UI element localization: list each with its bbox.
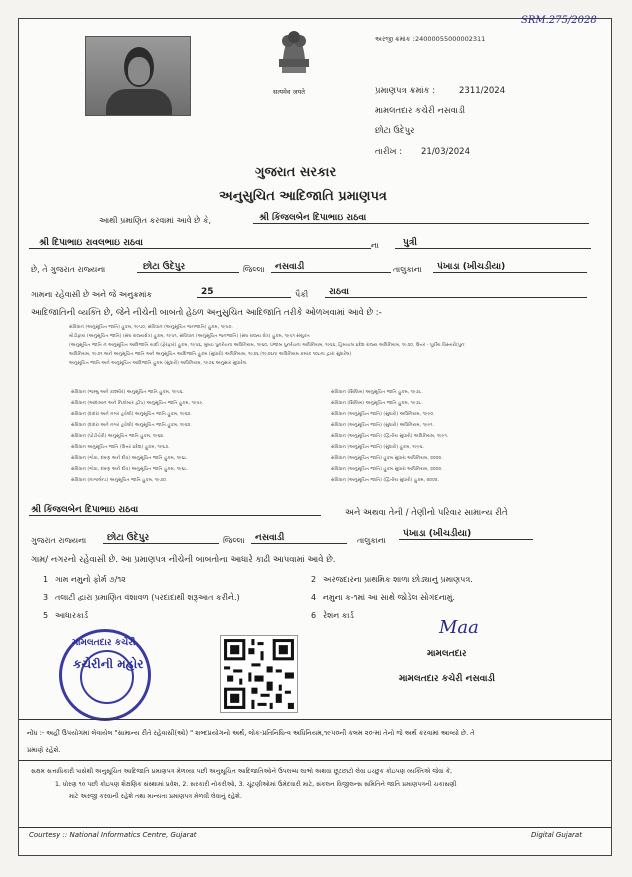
qr-code-icon — [220, 635, 298, 713]
footer-brand: Digital Gujarat — [531, 831, 582, 839]
recognition-text: આદિજાતિની વ્યક્તિ છે, જેને નીચેની બાબતો હેઠળ અનુસુચિત આદિજાતિ તરીકે ઓળખવામાં આવે છે :- — [31, 308, 382, 318]
father-name: શ્રી દિપાભાઇ રાવલભાઇ રાઠવા — [29, 238, 371, 249]
village-value-2: પંખાડા (ખીચડીયા) — [399, 529, 533, 540]
certificate-page — [18, 15, 612, 856]
order-item: સંવિધાન (અનુસૂચિત જાતિ) (દ્વિતીય સુધારો) અધિનિયમ, ૧૯૯૧. — [331, 434, 449, 439]
applicant-name-repeat: શ્રી કિંજલબેન દિપાભાઇ રાઠવા — [29, 505, 321, 516]
order-item: સંવિધાન (અનુસૂચિત જાતિ) (દ્વિતીય સુધારો) હુકમ, ૨૦૦૨. — [331, 478, 439, 483]
state-prefix: છે, તે ગુજરાત રાજ્યના — [31, 265, 106, 274]
government-title: ગુજરાત સરકાર — [255, 165, 337, 180]
resident-text: ગામના રહેવાસી છે અને જે અનુક્રમાંક — [31, 290, 153, 299]
order-item: સંવિધાન (અનુસૂચિત જાતિ) હુકમ સુધારા અધિનિયમ, ૨૦૦૨. — [331, 467, 443, 472]
taluka-value: નસવાડી — [271, 262, 391, 273]
doc-item: ગામ નમુનો ફોર્મ ૭/૧૨ — [55, 575, 126, 584]
order-item: સંવિધાન (આંદામાન અને નિકોબાર દ્વીપ) અનુસૂચિત જાતિ હુકમ, ૧૯૫૯. — [71, 401, 204, 406]
order-item: સંવિધાન (અનુસૂચિત જાતિ) હુકમ સુધારા અધિનિયમ, ૨૦૦૨. — [331, 456, 443, 461]
order-item: સંવિધાન (અનુસૂચિત જાતિ) (સુધારો) અધિનિયમ, ૧૯૯૦. — [331, 412, 435, 417]
doc-item: રેશન કાર્ડ — [323, 611, 354, 620]
application-number-label: અરજી ક્રમાંક : — [375, 35, 415, 43]
issue-date: 21/03/2024 — [421, 147, 470, 157]
pairi-label: પૈકી — [295, 290, 309, 299]
certificate-number-label: પ્રમાણપત્ર ક્રમાંક : — [375, 86, 436, 96]
date-label: તારીખ : — [375, 147, 403, 157]
doc-number: 3 — [43, 593, 49, 602]
note-text: નોંધ :- અહીં ઉપયોગમાં લેવાયેલ "સામાન્ય રીતે રહેવાસી(ઓ) " શબ્દપ્રયોગનો અર્થ, લોક-પ્રતિનિધિત્વ અધિનિયમ,૧૯૫૦ની કલમ ૨૦-માં તેનો જે અર્થ કરવામાં આવ્યો છે. તે — [27, 729, 475, 737]
handwritten-reference: SRM.275/2028 — [521, 15, 597, 26]
note-text: 1. ધોરણ ૧૦ પછી કોઇપણ શૈક્ષણિક સંસ્થામાં પ્રવેશ, 2. સરકારી નોકરીઓ, 3. ચૂંટણીઓમાં ઉમેદવારી માટે, સંકલન વિજીલન્સ સમિતિને જાતિ પ્રમાણપત્રની ચકાસણી — [55, 781, 457, 788]
intro-text: આથી પ્રમાણિત કરવામાં આવે છે કે, — [99, 216, 212, 225]
order-line: મોડીફાય (અનુસૂચિત જાતિ) (સંઘ રાજ્યક્ષેત્ર) હુકમ, ૧૯૫૧, સંવિધાન (અનુસૂચિત જનજાતિ) (સંઘ રાજ્ય ક્ષેત્ર) હુકમ, ૧૯૫૧ સંયુક્ત — [69, 334, 310, 339]
order-line: અનુસૂચિત જાતિ અને અનુસૂચિત આદિજાતિ હુકમ (સુધારો) અધિનિયમ, ૧૯૭૬ અનુસાર સુધારેલ. — [69, 361, 248, 366]
taluka-label: તાલુકાના — [393, 265, 422, 274]
footer-courtesy: Courtesy :: National Informatics Centre, Gujarat — [29, 831, 197, 839]
order-line: સંવિધાન (અનુસૂચિત જાતિ) હુકમ, ૧૯૫૦, સંવિધાન (અનુસૂચિત જનજાતિ) હુકમ, ૧૯૫૦. — [69, 325, 233, 330]
seal-top-text: મામલતદાર કચેરી — [72, 638, 136, 648]
order-item: સંવિધાન (અનુસૂચિત જાતિ) (સુધારો) અધિનિયમ, ૧૯૯૧. — [331, 423, 435, 428]
order-item: સંવિધાન અનુસૂચિત જાતિ (ઉત્તર પ્રદેશ) હુકમ, ૧૯૬૭. — [71, 445, 170, 450]
applicant-name: શ્રી કિંજલબેન દિપાભાઇ રાઠવા — [253, 213, 589, 224]
emblem-motto: सत्यमेव जयते — [273, 88, 305, 96]
order-item: સંવિધાન (ગોવા, દમણ અને દીવ) અનુસૂચિત જાતિ હુકમ, ૧૯૬૮. — [71, 456, 189, 461]
basis-text: ગામ/ નગરનો રહેવાસી છે. આ પ્રમાણપત્ર નીચેની બાબતોના આધારે કાઢી આપવામાં આવે છે. — [31, 555, 336, 565]
anukram-value: 25 — [197, 287, 291, 298]
taluka-label-2: તાલુકાના — [357, 536, 386, 545]
order-item: સંવિધાન (નાગાલેન્ડ) અનુસૂચિત જાતિ હુકમ, ૧૯૭૦. — [71, 478, 168, 483]
family-text: અને અથવા તેની / તેણીનો પરિવાર સામાન્ય રીતે — [345, 508, 508, 518]
village-value: પંખાડા (ખીચડીયા) — [433, 262, 587, 273]
order-item: સંવિધાન (સિક્કિમ) અનુસૂચિત જાતિ હુકમ, ૧૯૭૮. — [331, 390, 423, 395]
doc-number: 5 — [43, 611, 49, 620]
note-text: સક્ષમ સત્તાધિકારી પાસેથી અનુસૂચિત આદિજાતિ પ્રમાણપત્ર મેળવ્યા પછી અનુસૂચિત આદિજાતિઓને ઉપલબ્ધ લાભો અથવા છૂટછાટો લેવા ઇચ્છુક કોઇપણ વ્યક્તિએ જેવા કે, — [31, 768, 452, 775]
order-item: સંવિધાન (ગોવા, દમણ અને દીવ) અનુસૂચિત જાતિ હુકમ, ૧૯૬૮. — [71, 467, 189, 472]
district-label-2: જિલ્લા — [223, 536, 245, 545]
doc-number: 4 — [311, 593, 317, 602]
taluka-value-2: નસવાડી — [251, 533, 347, 544]
state-prefix-2: ગુજરાત રાજ્યના — [31, 536, 87, 545]
na-label: ના — [371, 241, 379, 250]
application-number: 24000055000002311 — [415, 35, 486, 43]
office-district: છોટા ઉદેપુર — [375, 126, 415, 136]
divider — [19, 827, 611, 828]
tribe-value: રાઠવા — [325, 287, 587, 298]
signature: Maa — [439, 617, 479, 638]
order-item: સંવિધાન (જમ્મુ અને કાશ્મીર) અનુસૂચિત જાતિ હુકમ, ૧૯૫૬. — [71, 390, 184, 395]
state-emblem-icon — [271, 25, 317, 85]
order-item: સંવિધાન (સિક્કિમ) અનુસૂચિત જાતિ હુકમ, ૧૯૭૮. — [331, 401, 423, 406]
seal-main-text: કચેરીની મહોર — [73, 657, 144, 671]
district-label: જિલ્લા — [243, 265, 265, 274]
certificate-number: 2311/2024 — [459, 86, 506, 96]
order-item: સંવિધાન (દાદરા અને નગર હવેલી) અનુસૂચિત જાતિ હુકમ, ૧૯૬૨. — [71, 412, 192, 417]
doc-item: આધારકાર્ડ — [55, 611, 89, 620]
divider — [19, 719, 611, 720]
doc-number: 1 — [43, 575, 49, 584]
doc-item: તલાટી દ્વારા પ્રમાણિત વંશાવળ (પરદાદાથી શરૂઆત કરીને.) — [55, 593, 240, 602]
district-value: છોટા ઉદેપુર — [137, 262, 239, 273]
order-item: સંવિધાન (પોંડીચેરી) અનુસૂચિત જાતિ હુકમ, ૧૯૬૪. — [71, 434, 165, 439]
certificate-title: અનુસુચિત આદિજાતિ પ્રમાણપત્ર — [219, 189, 387, 204]
office-seal — [59, 629, 151, 721]
order-line: અધિનિયમ, ૧૯૭૧ અને અનુસૂચિત જાતિ અને અનુસૂચિત આદિજાતિ હુકમ (સુધારો) અધિનિયમ, ૧૯૭૬ (૧૯૭૬ના અધિનિયમ ક્રમાંક ૧૦૮ના દ્વારા સુધારેલ) — [69, 352, 352, 357]
doc-number: 6 — [311, 611, 317, 620]
order-line: (અનુસૂચિત જાતિ ન અનુસૂચિત આદિજાતિ યાદી (ફેરફાર) હુકમ, ૧૯૫૬, મુંબઇ પુનર્રચના અધિનિયમ, ૧૯૬૦, પંજાબ પુનર્રચના અધિનિયમ, ૧૯૬૬, હિમાચલ પ્રદેશ રાજ્ય અધિનિયમ, ૧૯૭૦, ઉત્તર - પૂર્વીય વિસ્તારો(પુનઃ — [69, 343, 466, 348]
relation: પુત્રી — [395, 238, 591, 249]
applicant-photo — [85, 36, 191, 116]
signatory-office: મામલતદાર કચેરી નસવાડી — [399, 674, 495, 684]
doc-item: નમુના ક-૧માં આ સાથે જોડેલ સોગંદનામું. — [323, 593, 455, 602]
signatory-title: મામલતદાર — [427, 649, 467, 659]
note-text: માટે અરજી કરવાની રહેશે તથા માન્યતા પ્રમાણપત્ર મેળવી લેવાનું રહેશે. — [69, 793, 242, 800]
district-value-2: છોટા ઉદેપુર — [103, 533, 219, 544]
note-text: પ્રમાણે રહેશે. — [27, 746, 61, 754]
order-item: સંવિધાન (દાદરા અને નગર હવેલી) અનુસૂચિત જાતિ હુકમ, ૧૯૬૨. — [71, 423, 192, 428]
doc-number: 2 — [311, 575, 317, 584]
divider — [19, 760, 611, 761]
doc-item: અરજદારના પ્રાથમિક શાળા છોડ્યાનું પ્રમાણપત્ર. — [323, 575, 473, 584]
order-item: સંવિધાન (અનુસૂચિત જાતિ) (સુધારો) હુકમ, ૧૯૯૬. — [331, 445, 424, 450]
office-name: મામલતદાર કચેરી નસવાડી — [375, 106, 466, 116]
